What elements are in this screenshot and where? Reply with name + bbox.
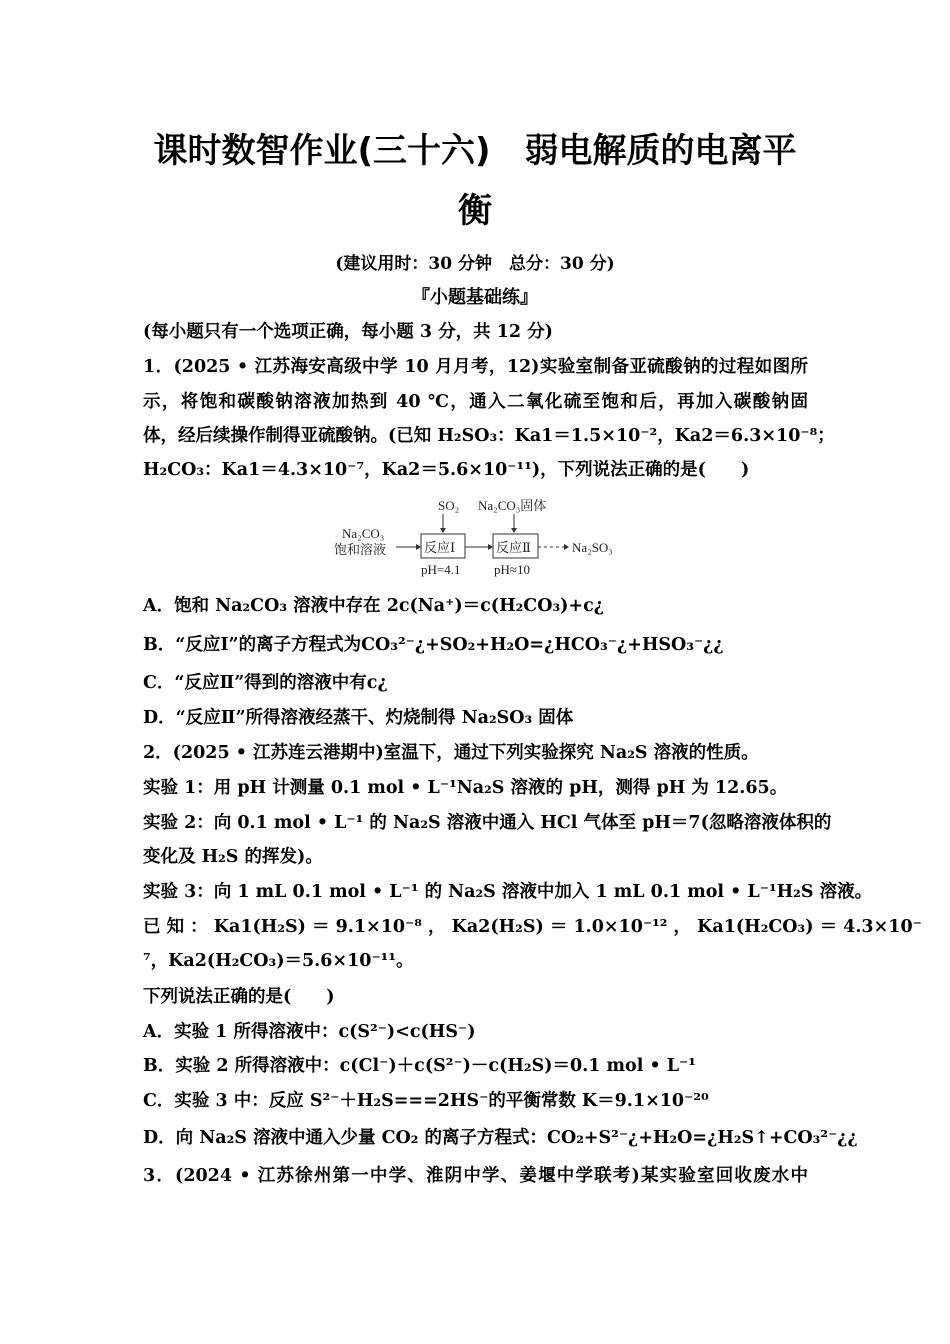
so2-label: SO₂ — [438, 498, 460, 513]
left-label-2: 饱和溶液 — [334, 542, 387, 557]
q1-option-a: A．饱和 Na₂CO₃ 溶液中存在 2c(Na⁺)＝c(H₂CO₃)+c¿ — [143, 596, 604, 616]
q3-stem-line1: 3．(2024 • 江苏徐州第一中学、淮阴中学、姜堰中学联考)某实验室回收废水中 — [143, 1166, 808, 1186]
q2-option-c: C．实验 3 中：反应 S²⁻＋H₂S===2HS⁻的平衡常数 K＝9.1×10⁻²⁰ — [143, 1091, 709, 1111]
q1-option-d: D．“反应Ⅱ”所得溶液经蒸干、灼烧制得 Na₂SO₃ 固体 — [143, 708, 574, 728]
q2-option-a: A．实验 1 所得溶液中：c(S²⁻)<c(HS⁻) — [143, 1022, 476, 1042]
box1-label: 反应Ⅰ — [424, 540, 456, 555]
q1-process-diagram — [330, 492, 630, 578]
arrowhead-right-1 — [416, 544, 421, 550]
q1-stem-line4: H₂CO₃：Ka1＝4.3×10⁻⁷，Ka2＝5.6×10⁻¹¹)，下列说法正确的是( ) — [143, 460, 750, 480]
q1-option-b: B．“反应Ⅰ”的离子方程式为CO₃²⁻¿+SO₂+H₂O=¿HCO₃⁻¿+HSO₃⁻¿¿ — [143, 635, 724, 655]
left-label-1: Na₂CO₃ — [342, 526, 385, 541]
arrowhead-right-2 — [488, 544, 493, 550]
arrowhead-right-3 — [564, 544, 569, 550]
q1-stem-line2: 示，将饱和碳酸钠溶液加热到 40 ℃，通入二氧化硫至饱和后，再加入碳酸钠固 — [143, 392, 808, 412]
q2-experiment-3: 实验 3：向 1 mL 0.1 mol • L⁻¹ 的 Na₂S 溶液中加入 1 mL 0.1 mol • L⁻¹H₂S 溶液。 — [143, 882, 873, 902]
section-heading: 『小题基础练』 — [412, 287, 538, 308]
arrowhead-down-1 — [440, 528, 446, 533]
arrowhead-down-2 — [511, 528, 517, 533]
instruction-text: (每小题只有一个选项正确，每小题 3 分，共 12 分) — [143, 322, 553, 342]
page-title-line1: 课时数智作业(三十六) 弱电解质的电离平 — [153, 131, 797, 171]
product-label: Na₂SO₃ — [572, 540, 613, 555]
q2-experiment-2b: 变化及 H₂S 的挥发)。 — [143, 847, 323, 867]
time-score-info: (建议用时：30 分钟 总分：30 分) — [335, 254, 615, 274]
q1-stem-line3: 体，经后续操作制得亚硫酸钠。(已知 H₂SO₃：Ka1＝1.5×10⁻²，Ka2＝6.3×10⁻⁸； — [143, 426, 835, 446]
q2-option-d: D．向 Na₂S 溶液中通入少量 CO₂ 的离子方程式：CO₂+S²⁻¿+H₂O=¿H₂S↑+CO₃²⁻¿¿ — [143, 1128, 858, 1148]
q2-question: 下列说法正确的是( ) — [143, 987, 335, 1007]
ph2-label: pH≈10 — [494, 562, 531, 577]
page-title-line2: 衡 — [458, 191, 492, 231]
ph1-label: pH=4.1 — [421, 562, 461, 577]
box2-label: 反应Ⅱ — [496, 540, 531, 555]
q2-experiment-2a: 实验 2：向 0.1 mol • L⁻¹ 的 Na₂S 溶液中通入 HCl 气体至 pH＝7(忽略溶液体积的 — [143, 813, 832, 833]
q2-option-b: B．实验 2 所得溶液中：c(Cl⁻)＋c(S²⁻)－c(H₂S)＝0.1 mol • L⁻¹ — [143, 1056, 696, 1076]
q2-stem-line1: 2．(2025 • 江苏连云港期中)室温下，通过下列实验探究 Na₂S 溶液的性质。 — [143, 743, 759, 763]
solid-label: Na₂CO₃固体 — [478, 498, 547, 513]
q2-known-line1: 已 知 ： Ka1(H₂S) ＝ 9.1×10⁻⁸ ， Ka2(H₂S) ＝ 1.0×10⁻¹² ， Ka1(H₂CO₃) ＝ 4.3×10⁻ — [143, 917, 922, 937]
q2-experiment-1: 实验 1：用 pH 计测量 0.1 mol • L⁻¹Na₂S 溶液的 pH，测得 pH 为 12.65。 — [143, 778, 788, 798]
q1-option-c: C．“反应Ⅱ”得到的溶液中有c¿ — [143, 673, 388, 693]
q1-stem-line1: 1．(2025 • 江苏海安高级中学 10 月月考，12)实验室制备亚硫酸钠的过程如图所 — [143, 357, 808, 377]
q2-known-line2: ⁷，Ka2(H₂CO₃)＝5.6×10⁻¹¹。 — [143, 951, 414, 971]
